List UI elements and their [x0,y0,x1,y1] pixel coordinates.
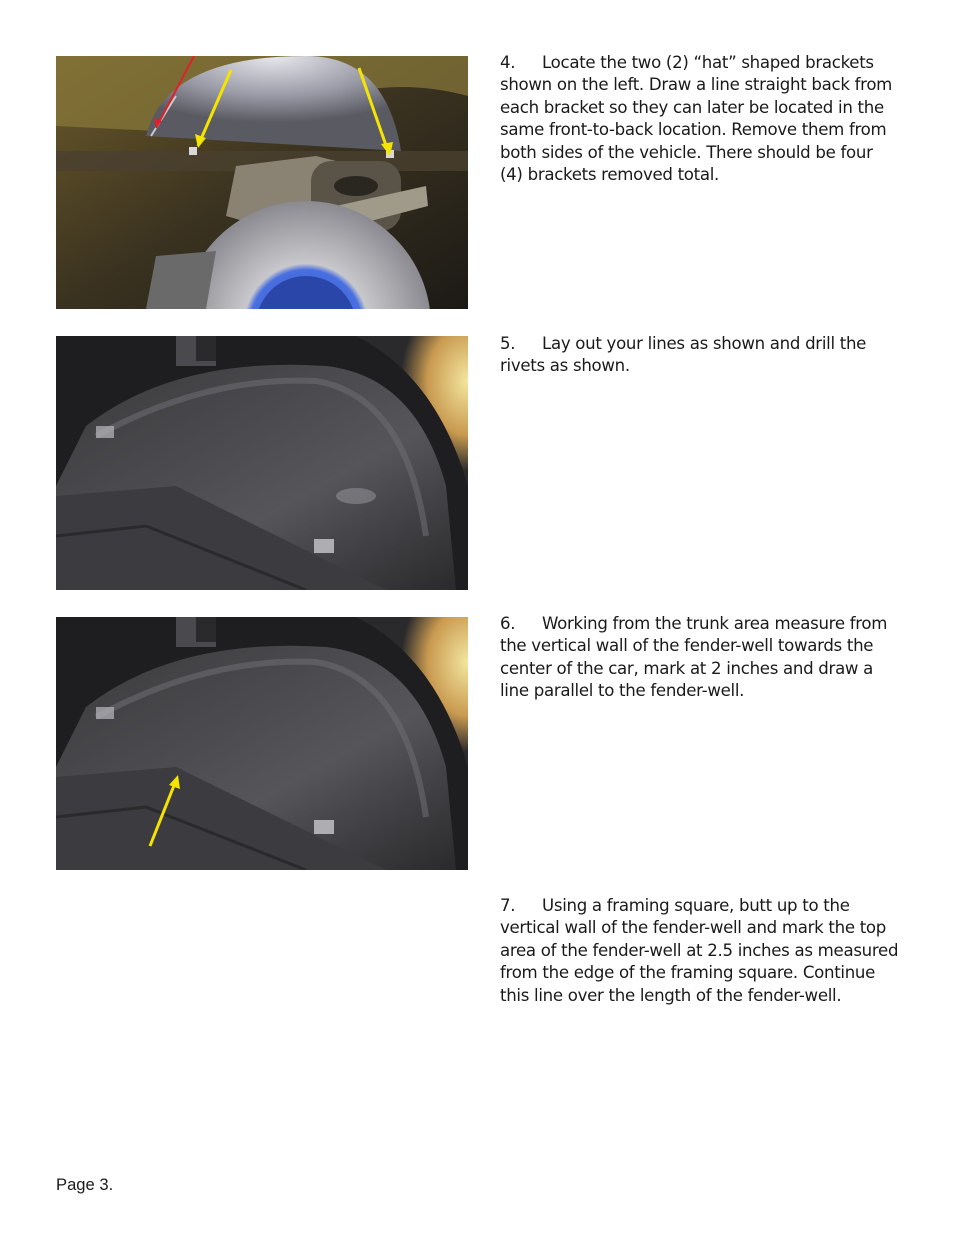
photo-step-4-brackets [56,56,468,309]
step-number: 6. [500,614,516,633]
photo-step-5-fender-well [56,336,468,590]
step-text: Locate the two (2) “hat” shaped brackets shown on the left. Draw a line straight back from each bracket so they can later be located in the same front-to-back location. Remove them from both sides of the vehicle. There should be four (4) brackets removed total. [500,53,893,185]
step-number: 7. [500,896,516,915]
step-text: Using a framing square, butt up to the vertical wall of the fender-well and mark the top area of the fender-well at 2.5 inches as measured from the edge of the framing square. Continue this line over the length of the fender-well. [500,896,899,1005]
photo-step-6-fender-well-marked [56,617,468,870]
step-4 [500,52,900,186]
step-6 [500,613,900,703]
step-number: 5. [500,334,516,353]
step-text: Working from the trunk area measure from the vertical wall of the fender-well towards the center of the car, mark at 2 inches and draw a line parallel to the fender-well. [500,614,888,701]
page-number: Page 3. [56,1175,114,1194]
step-7 [500,895,900,1007]
step-5 [500,333,900,378]
step-text: Lay out your lines as shown and drill the rivets as shown. [500,334,867,376]
step-number: 4. [500,53,516,72]
